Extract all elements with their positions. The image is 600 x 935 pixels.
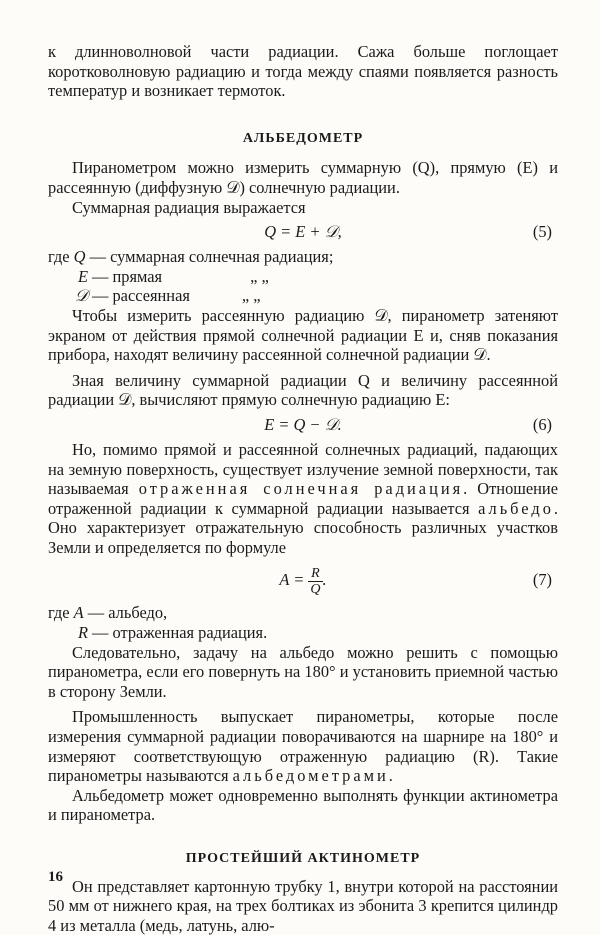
legend-e-ditto: „ „ (250, 266, 269, 286)
paragraph-industry (48, 707, 558, 785)
term-albedometers: альбедометрами (232, 766, 389, 786)
formula-7-numerator: R (308, 566, 322, 582)
paragraph-reflected-part-a: Но, помимо прямой и рассеянной солнечных радиаций, падающих на земную поверхность, существует излучение земной поверхности, так называемая (48, 439, 558, 499)
paragraph-compute-direct: Зная величину суммарной радиации Q и величину рассеянной радиации 𝒟, вычисляют прямую солнечную радиацию E: (48, 370, 558, 410)
formula-6 (48, 410, 558, 440)
legend-row-q (48, 247, 558, 267)
legend-d-ditto: „ „ (241, 286, 261, 306)
term-reflected-radiation: отраженная солнечная радиация (138, 479, 464, 499)
formula-5 (48, 217, 558, 247)
legend-ar (48, 603, 558, 642)
legend-r-symbol: R (77, 623, 88, 643)
formula-6-expression: E = Q − 𝒟. (264, 414, 342, 434)
formula-7-tail: . (322, 570, 327, 590)
legend-e-text: — прямая (92, 266, 163, 286)
legend-d-text: — рассеянная (92, 286, 190, 306)
legend-r-text: — отраженная радиация. (92, 623, 268, 643)
formula-7-lhs: A = (279, 570, 305, 590)
paragraph-albedometer-functions: Альбедометр может одновременно выполнять функции актинометра и пиранометра. (48, 785, 558, 825)
legend2-intro: где (48, 603, 70, 623)
top-paragraph: к длинноволновой части радиации. Сажа больше поглощает коротковолновую радиацию и тогда между спаями появляется разность температур и возникает термоток. (48, 42, 558, 101)
paragraph-measure-diffuse: Чтобы измерить рассеянную радиацию 𝒟, пиранометр затеняют экраном от действия прямой солнечной радиации E и, сняв показания прибора, находят величину рассеянной солнечной радиации 𝒟. (48, 305, 558, 365)
formula-7-number: (7) (532, 570, 552, 590)
formula-7-fraction (308, 566, 322, 597)
legend-d-symbol: 𝒟 (74, 286, 88, 306)
legend-a-text: — альбедо, (87, 603, 168, 623)
page-body (48, 42, 558, 935)
paragraph-albedo-solution: Следовательно, задачу на альбедо можно решить с помощью пиранометра, если его повернуть на 180° и установить приемной частью в сторону Земли. (48, 642, 558, 701)
paragraph-industry-part-a: Промышленность выпускает пиранометры, которые после измерения суммарной радиации поворачиваются на шарнире на 180° и измеряют соответствующую отраженную радиацию (R). Такие пиранометры называются (48, 707, 558, 786)
formula-7 (48, 557, 558, 603)
paragraph-total-radiation: Суммарная радиация выражается (72, 197, 306, 217)
legend-row-e (48, 267, 558, 287)
legend-e-symbol: E (77, 266, 88, 286)
legend-row-r (48, 623, 558, 643)
legend-a-symbol: A (73, 603, 84, 623)
formula-7-expression (48, 557, 558, 603)
formula-6-number: (6) (532, 414, 552, 434)
paragraph-actinometer: Он представляет картонную трубку 1, внутри которой на расстоянии 50 мм от нижнего края, на трех болтиках из эбонита 3 крепится цилиндр 4 из металла (медь, латунь, алю- (48, 876, 558, 935)
legend-qed (48, 247, 558, 306)
term-albedo: альбедо (478, 498, 554, 518)
formula-7-denominator: Q (310, 582, 321, 598)
paragraph-reflected-radiation (48, 440, 558, 558)
legend-q-text: — суммарная солнечная радиация; (89, 247, 334, 267)
legend-row-d (48, 286, 558, 306)
legend-row-a (48, 603, 558, 623)
paragraph-industry-part-b: . (388, 766, 393, 786)
legend-q-symbol: Q (73, 247, 86, 267)
paragraph-reflected-part-c: . Оно характеризует отражательную способность различных участков Земли и определяется по формуле (48, 498, 558, 557)
paragraph-reflected-part-b: . Отношение отраженной радиации к суммарной радиации называется (48, 479, 558, 518)
page-number: 16 (48, 869, 63, 885)
legend-intro: где (48, 247, 70, 267)
section-title-albedometer: АЛЬБЕДОМЕТР (242, 130, 364, 146)
paragraph-pyranometer: Пиранометром можно измерить суммарную (Q), прямую (E) и рассеянную (диффузную 𝒟) солнечную радиации. (48, 158, 558, 197)
formula-5-expression: Q = E + 𝒟, (264, 222, 342, 242)
section-title-actinometer: ПРОСТЕЙШИЙ АКТИНОМЕТР (185, 851, 421, 866)
formula-5-number: (5) (532, 222, 552, 242)
